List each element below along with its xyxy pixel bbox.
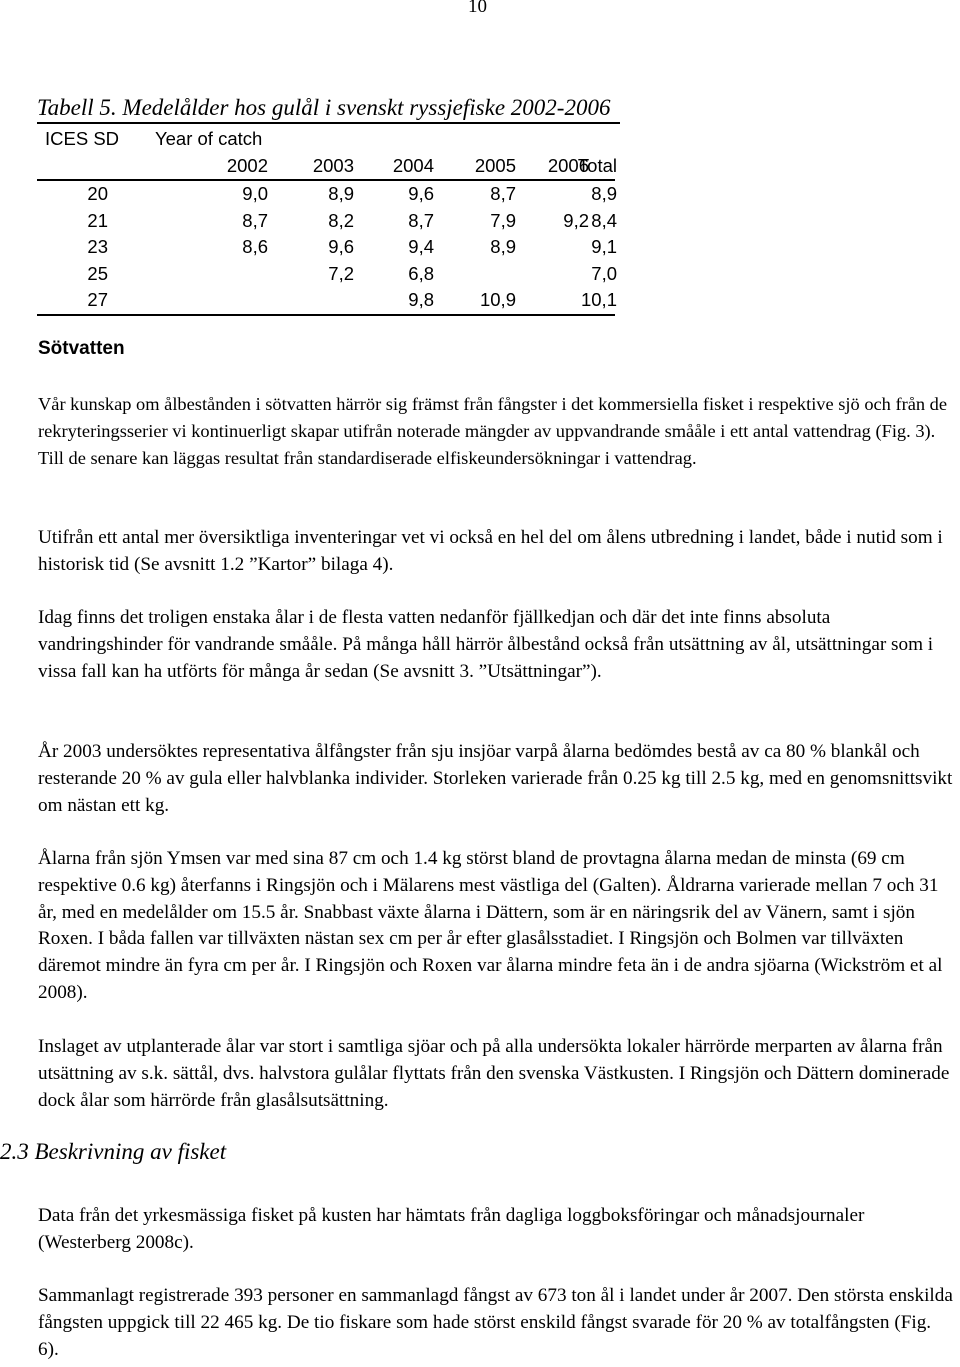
header-2002: 2002 <box>226 154 268 176</box>
cell-2003: 8,9 <box>328 183 354 204</box>
table-header-row-1 <box>45 126 621 153</box>
cell-2003: 8,2 <box>328 209 354 231</box>
table-row <box>45 261 621 288</box>
table-row <box>45 287 621 314</box>
age-table <box>45 126 621 316</box>
header-2006: 2006 <box>547 154 589 176</box>
paragraph-occurrence: Idag finns det troligen enstaka ålar i de flesta vatten nedanför fjällkedjan och där det inte finns absoluta vandringshinder för vandrande smååle. På många håll härrör ålbestånd också från utsättning av ål, utsättningar som i vissa fall kan ha utförts för många år sedan (Se avsnitt 3. ”Utsättningar”). <box>38 607 934 682</box>
cell-total: 8,9 <box>591 183 617 204</box>
subsection-heading: 2.3 Beskrivning av fisket <box>0 1139 227 1164</box>
caption-rule <box>37 122 620 124</box>
cell-sd: 23 <box>87 236 108 257</box>
table-caption: Tabell 5. Medelålder hos gulål i svenskt ryssjefiske 2002-2006 <box>37 95 611 120</box>
cell-sd: 21 <box>87 209 108 231</box>
paragraph-stocking: Inslaget av utplanterade ålar var stort i samtliga sjöar och på alla undersökta lokaler härrörde merparten av ålarna från utsättning av s.k. sättål, dvs. halvstora gulålar flyttats från den svenska Västkusten. I Ringsjön och Dättern dominerade dock ålar som härrörde från glasålsutsättning. <box>38 1036 950 1111</box>
cell-2005: 8,9 <box>490 236 516 257</box>
cell-2005: 8,7 <box>490 183 516 204</box>
cell-total: 9,1 <box>591 236 617 257</box>
table-row <box>45 208 621 235</box>
cell-2004: 9,4 <box>408 236 434 257</box>
cell-2004: 6,8 <box>408 262 434 284</box>
table-header-row-2 <box>45 153 621 180</box>
paragraph-ymsen: Ålarna från sjön Ymsen var med sina 87 cm och 1.4 kg störst bland de provtagna ålarna medan de minsta (69 cm respektive 0.6 kg) återfanns i Ringsjön och i Mälarens mest västliga del (Galten). Åldrarna varierade mellan 7 och 31 år, med en medelålder om 15.5 år. Snabbast växte ålarna i Dättern, som är en näringsrik del av Vänern, samt i sjön Roxen. I båda fallen var tillväxten nästan sex cm per år efter glasålsstadiet. I Ringsjön och Bolmen var tillväxten däremot mindre än fyra cm per år. I Ringsjön och Roxen var ålarna mindre feta än i de andra sjöarna (Wickström et al 2008). <box>38 848 943 1003</box>
bottom-rule <box>37 314 615 316</box>
cell-2006: 9,2 <box>563 209 589 231</box>
cell-2002: 8,7 <box>242 209 268 231</box>
table-row <box>45 234 621 261</box>
cell-2003: 7,2 <box>328 262 354 284</box>
paragraph-survey-2003: År 2003 undersöktes representativa ålfångster från sju insjöar varpå ålarna bedömdes bestå av ca 80 % blankål och resterande 20 % av gula eller halvblanka individer. Storleken varierade från 0.25 kg till 2.5 kg, med en genomsnittsvikt om nästan ett kg. <box>38 741 953 816</box>
cell-2004: 9,8 <box>408 289 434 310</box>
cell-total: 10,1 <box>580 289 617 310</box>
header-2004: 2004 <box>392 154 434 176</box>
cell-2005: 7,9 <box>490 209 516 231</box>
cell-2004: 8,7 <box>408 209 434 231</box>
header-2005: 2005 <box>474 154 516 176</box>
paragraph-distribution: Utifrån ett antal mer översiktliga inventeringar vet vi också en hel del om ålens utbredning i landet, både i nutid som i historisk tid (Se avsnitt 1.2 ”Kartor” bilaga 4). <box>38 527 943 575</box>
cell-2004: 9,6 <box>408 183 434 204</box>
cell-total: 8,4 <box>591 209 617 231</box>
cell-sd: 27 <box>87 289 108 310</box>
cell-sd: 25 <box>87 262 108 284</box>
paragraph-intro: Vår kunskap om ålbestånden i sötvatten härrör sig främst från fångster i det kommersiella fisket i respektive sjö och från de rekryteringsserier vi kontinuerligt skapar utifrån noterade mängder av uppvandrande smååle i ett antal vattendrag (Fig. 3). Till de senare kan läggas resultat från standardiserade elfiskeundersökningar i vattendrag. <box>38 394 948 468</box>
header-year-of-catch: Year of catch <box>155 128 263 149</box>
page-number: 10 <box>468 0 487 17</box>
cell-total: 7,0 <box>591 262 617 284</box>
cell-2002: 8,6 <box>242 236 268 257</box>
header-2003: 2003 <box>312 154 354 176</box>
paragraph-data-source: Data från det yrkesmässiga fisket på kusten har hämtats från dagliga loggboksföringar och månadsjournaler (Westerberg 2008c). <box>38 1205 865 1253</box>
cell-sd: 20 <box>87 183 108 204</box>
paragraph-catch-summary: Sammanlagt registrerade 393 personer en sammanlagd fångst av 673 ton ål i landet under år 2007. Den största enskilda fångsten uppgick till 22 465 kg. De tio fiskare som hade störst enskild fångst svarade för 20 % av totalfångsten (Fig. 6). <box>38 1285 953 1360</box>
table-row <box>45 181 621 208</box>
header-ices-sd: ICES SD <box>45 128 120 149</box>
header-total: Total <box>577 154 617 176</box>
cell-2003: 9,6 <box>328 236 354 257</box>
cell-2002: 9,0 <box>242 183 268 204</box>
section-heading: Sötvatten <box>38 338 125 359</box>
cell-2005: 10,9 <box>479 289 516 310</box>
